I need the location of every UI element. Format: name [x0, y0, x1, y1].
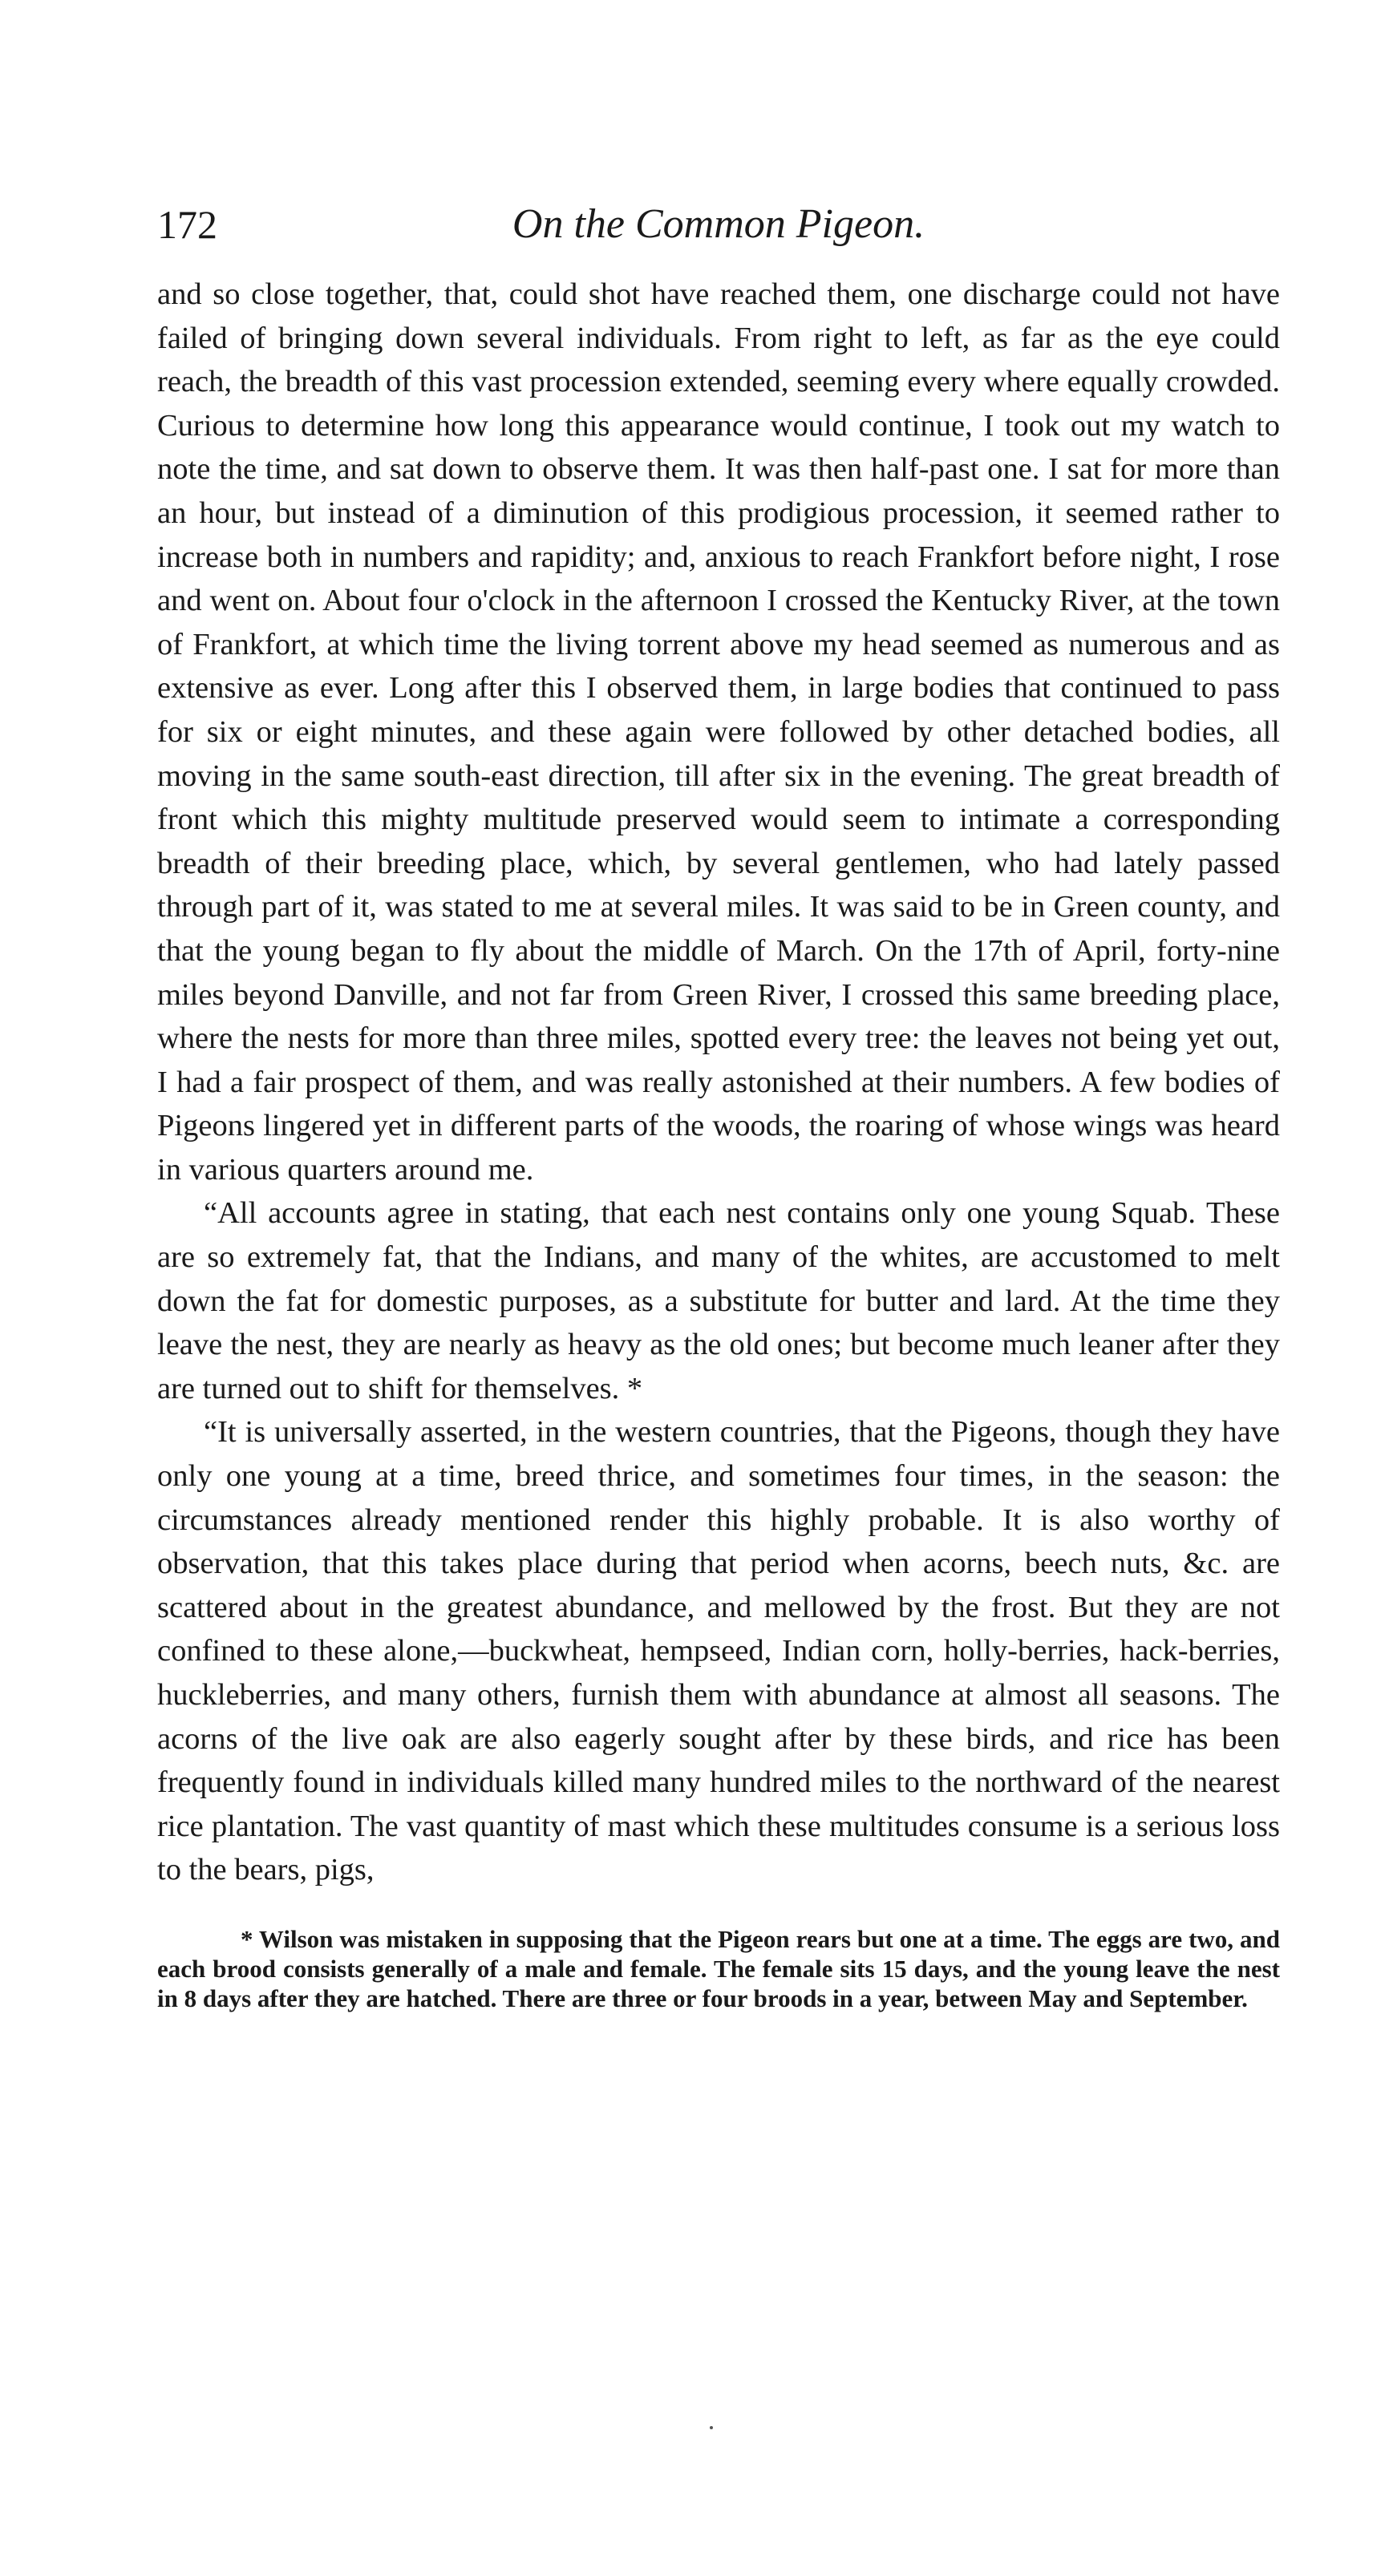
footnote: [157, 1924, 1280, 2013]
running-title: On the Common Pigeon.: [512, 201, 925, 247]
book-page: [157, 192, 1280, 2013]
paragraph-breeding: “It is universally asserted, in the western countries, that the Pigeons, though they have only one young at a time, breed thrice, and sometimes four times, in the season: the circumstances already mentioned render this highly probable. It is also worthy of observation, that this takes place during that period when acorns, beech nuts, &c. are scattered about in the greatest abundance, and mellowed by the frost. But they are not confined to these alone,—buckwheat, hempseed, Indian corn, holly-berries, hack-berries, huckleberries, and many others, furnish them with abundance at almost all seasons. The acorns of the live oak are also eagerly sought after by these birds, and rice has been frequently found in individuals killed many hundred miles to the northward of the nearest rice plantation. The vast quantity of mast which these multitudes consume is a serious loss to the bears, pigs,: [157, 1415, 1280, 1887]
running-head: [157, 192, 1280, 265]
paragraph-squab: “All accounts agree in stating, that each nest contains only one young Squab. These are so extremely fat, that the Indians, and many of the whites, are accustomed to melt down the fat for domestic purposes, as a substitute for butter and lard. At the time they leave the nest, they are nearly as heavy as the old ones; but become much leaner after they are turned out to shift for themselves. *: [157, 1196, 1280, 1405]
body-text: [157, 273, 1280, 1892]
paragraph-continued: and so close together, that, could shot have reached them, one discharge could not have failed of bringing down several individuals. From right to left, as far as the eye could reach, the breadth of this vast procession extended, seeming every where equally crowded. Curious to determine how long this appearance would continue, I took out my watch to note the time, and sat down to observe them. It was then half-past one. I sat for more than an hour, but instead of a diminution of this prodigious procession, it seemed rather to increase both in numbers and rapidity; and, anxious to reach Frankfort before night, I rose and went on. About four o'clock in the afternoon I crossed the Kentucky River, at the town of Frankfort, at which time the living torrent above my head seemed as numerous and as extensive as ever. Long after this I observed them, in large bodies that continued to pass for six or eight minutes, and these again were followed by other detached bodies, all moving in the same south-east direction, till after six in the evening. The great breadth of front which this mighty multitude preserved would seem to intimate a corresponding breadth of their breeding place, which, by several gentlemen, who had lately passed through part of it, was stated to me at several miles. It was said to be in Green county, and that the young began to fly about the middle of March. On the 17th of April, forty-nine miles beyond Danville, and not far from Green River, I crossed this same breeding place, where the nests for more than three miles, spotted every tree: the leaves not being yet out, I had a fair prospect of them, and was really astonished at their numbers. A few bodies of Pigeons lingered yet in different parts of the woods, the roaring of whose wings was heard in various quarters around me.: [157, 277, 1280, 1187]
footnote-text: * Wilson was mistaken in supposing that the Pigeon rears but one at a time. The eggs are two, and each brood consists generally of a male and female. The female sits 15 days, and the young leave the nest in 8 days after they are hatched. There are three or four broods in a year, between May and September.: [157, 1924, 1280, 2012]
print-speck: [710, 2426, 713, 2429]
page-number: 172: [157, 202, 217, 247]
